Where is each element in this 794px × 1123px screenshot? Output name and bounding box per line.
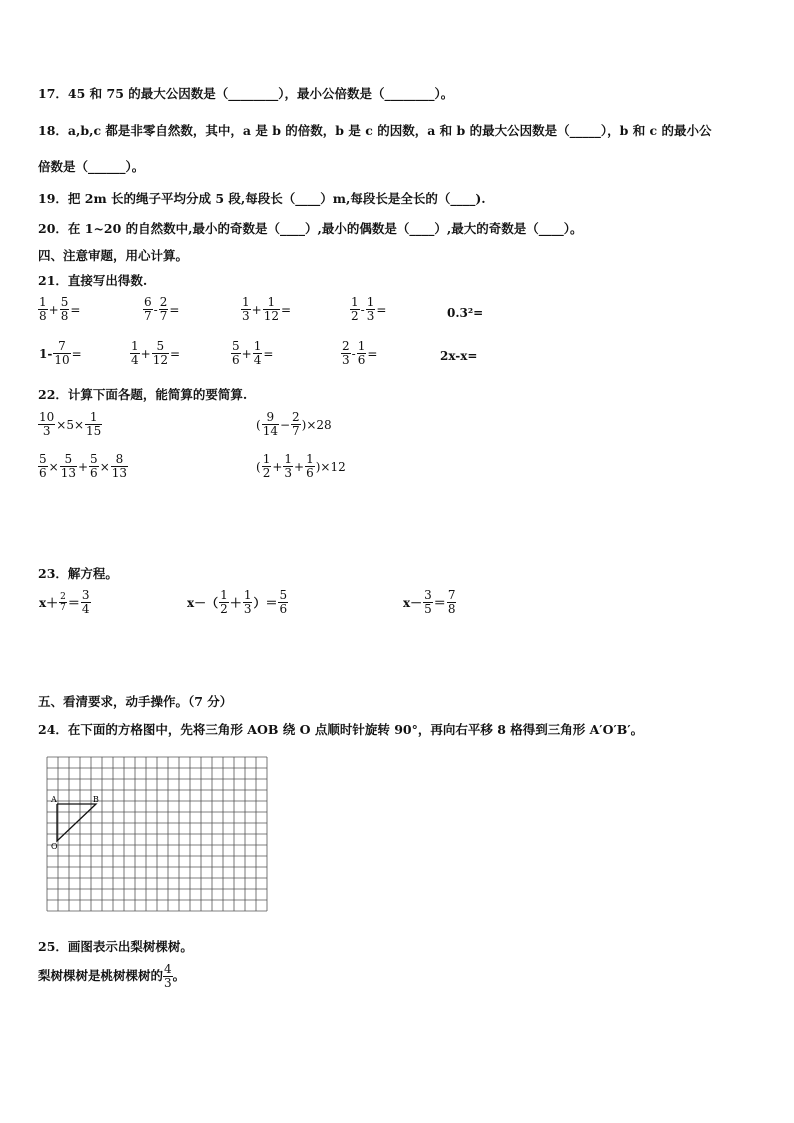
question-22: 22．计算下面各题，能简算的要简算.	[38, 387, 248, 402]
question-24: 24．在下面的方格图中，先将三角形 AOB 绕 O 点顺时针旋转 90°，再向右平移 8 格得到三角形 A′O′B′。	[38, 722, 644, 737]
label-a: A	[51, 795, 57, 804]
section-5-heading: 五、看清要求，动手操作。（7 分）	[38, 694, 233, 709]
question-19: 19．把 2m 长的绳子平均分成 5 段,每段长（____）m,每段长是全长的（____).	[38, 191, 486, 206]
question-25: 25．画图表示出梨树棵树。	[38, 939, 193, 954]
calc-21a: $\frac{1}{8}$ + $\frac{5}{8}$ =	[39, 295, 81, 323]
question-23: 23．解方程。	[38, 566, 118, 581]
calc-21g: $\frac{1}{4}$ + $\frac{5}{12}$ =	[131, 339, 181, 367]
calc-21d: $\frac{1}{2}$ - $\frac{1}{3}$ =	[351, 295, 387, 323]
calc-22d: ( $\frac{1}{2}$ + $\frac{1}{3}$ + $\frac{1}{6}$ )×12	[256, 452, 346, 480]
label-b: B	[93, 795, 99, 804]
triangle-aob	[57, 804, 96, 841]
question-21: 21．直接写出得数.	[38, 273, 148, 288]
square-grid	[46, 754, 270, 916]
question-18-line2: 倍数是（______）。	[38, 159, 145, 174]
question-20: 20．在 1~20 的自然数中,最小的奇数是（____）,最小的偶数是（____）,最大的奇数是（____）。	[38, 221, 583, 236]
calc-22c: $\frac{5}{6}$ × $\frac{5}{13}$ + $\frac{5}{6}$ × $\frac{8}{13}$	[39, 452, 128, 480]
equation-23c: x－ $\frac{3}{5}$ ＝ $\frac{7}{8}$	[403, 588, 456, 616]
question-25-line2: 梨树棵树是桃树棵树的 $\frac{4}{3}$ 。	[38, 962, 186, 990]
calc-21j: 2x-x=	[440, 349, 478, 363]
question-18-line1: 18．a,b,c 都是非零自然数，其中，a 是 b 的倍数，b 是 c 的因数，a 和 b 的最大公因数是（_____），b 和 c 的最小公	[38, 123, 712, 138]
calc-21c: $\frac{1}{3}$ + $\frac{1}{12}$ =	[242, 295, 292, 323]
calc-21h: $\frac{5}{6}$ + $\frac{1}{4}$ =	[232, 339, 274, 367]
calc-21f: 1- $\frac{7}{10}$ =	[39, 339, 82, 367]
calc-21e: 0.3²=	[447, 306, 484, 320]
question-17: 17．45 和 75 的最大公因数是（________），最小公倍数是（________）。	[38, 86, 454, 101]
calc-21b: $\frac{6}{7}$ - $\frac{2}{7}$ =	[144, 295, 180, 323]
grid-svg	[46, 754, 270, 912]
calc-22a: $\frac{10}{3}$ ×5× $\frac{1}{15}$	[39, 410, 102, 438]
label-o: O	[51, 842, 58, 851]
equation-23a: x＋ $\frac{2}{7}$ ＝ $\frac{3}{4}$	[39, 588, 90, 616]
section-4-heading: 四、注意审题，用心计算。	[38, 248, 189, 263]
calc-22b: ( $\frac{9}{14}$ − $\frac{2}{7}$ )×28	[256, 410, 332, 438]
calc-21i: $\frac{2}{3}$ - $\frac{1}{6}$ =	[342, 339, 378, 367]
equation-23b: x－（ $\frac{1}{2}$ ＋ $\frac{1}{3}$ ）＝ $\frac{5}{6}$	[187, 588, 288, 616]
